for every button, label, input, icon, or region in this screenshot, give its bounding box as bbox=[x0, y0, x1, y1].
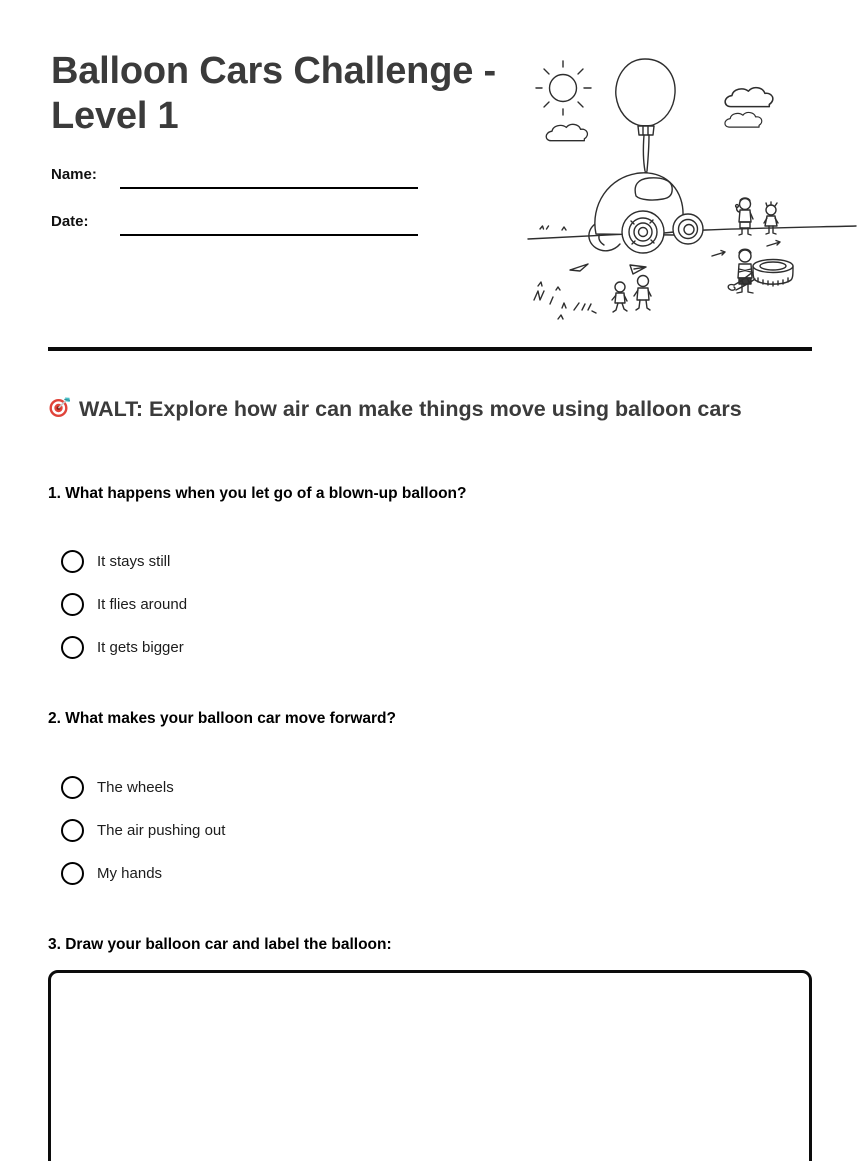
child-with-measuring-tape bbox=[728, 249, 793, 293]
name-label: Name: bbox=[51, 166, 97, 183]
option-label: The wheels bbox=[97, 778, 174, 796]
dart-target-icon bbox=[48, 391, 72, 415]
question-3-heading: 3. Draw your balloon car and label the balloon: bbox=[48, 936, 392, 953]
option-label: It gets bigger bbox=[97, 638, 184, 656]
radio-circle[interactable] bbox=[61, 819, 84, 842]
date-input-line[interactable] bbox=[120, 234, 418, 236]
balloon-car-illustration bbox=[526, 38, 858, 330]
date-label: Date: bbox=[51, 213, 89, 230]
name-input-line[interactable] bbox=[120, 187, 418, 189]
radio-circle[interactable] bbox=[61, 636, 84, 659]
front-wheel bbox=[622, 211, 664, 253]
option-row bbox=[61, 775, 225, 799]
option-label: My hands bbox=[97, 864, 163, 882]
question-1-heading: 1. What happens when you let go of a blown-up balloon? bbox=[48, 485, 467, 502]
grass-marks bbox=[534, 226, 596, 319]
car-window bbox=[635, 178, 672, 200]
option-label: The air pushing out bbox=[97, 821, 226, 839]
question-1-options bbox=[61, 549, 187, 678]
page-title-line2: Level 1 bbox=[51, 95, 179, 137]
question-2-heading: 2. What makes your balloon car move forward? bbox=[48, 710, 396, 727]
option-row bbox=[61, 592, 187, 616]
drawing-area[interactable] bbox=[48, 970, 812, 1161]
balloon bbox=[616, 59, 675, 175]
page-title-line1: Balloon Cars Challenge - bbox=[51, 50, 496, 92]
question-2-options bbox=[61, 775, 225, 904]
walt-text: WALT: Explore how air can make things move using balloon cars bbox=[79, 397, 742, 421]
option-row bbox=[61, 635, 187, 659]
radio-circle[interactable] bbox=[61, 593, 84, 616]
walt-heading bbox=[48, 388, 760, 431]
option-row bbox=[61, 861, 225, 885]
option-label: It flies around bbox=[97, 595, 188, 613]
rear-wheel bbox=[673, 214, 703, 244]
radio-circle[interactable] bbox=[61, 550, 84, 573]
page-title bbox=[51, 49, 541, 139]
sun bbox=[536, 61, 591, 115]
radio-circle[interactable] bbox=[61, 862, 84, 885]
section-divider bbox=[48, 347, 812, 351]
radio-circle[interactable] bbox=[61, 776, 84, 799]
option-label: It stays still bbox=[97, 552, 171, 570]
children-walking bbox=[612, 276, 651, 313]
car bbox=[589, 173, 703, 253]
option-row bbox=[61, 549, 187, 573]
option-row bbox=[61, 818, 225, 842]
children-standing bbox=[736, 198, 778, 235]
